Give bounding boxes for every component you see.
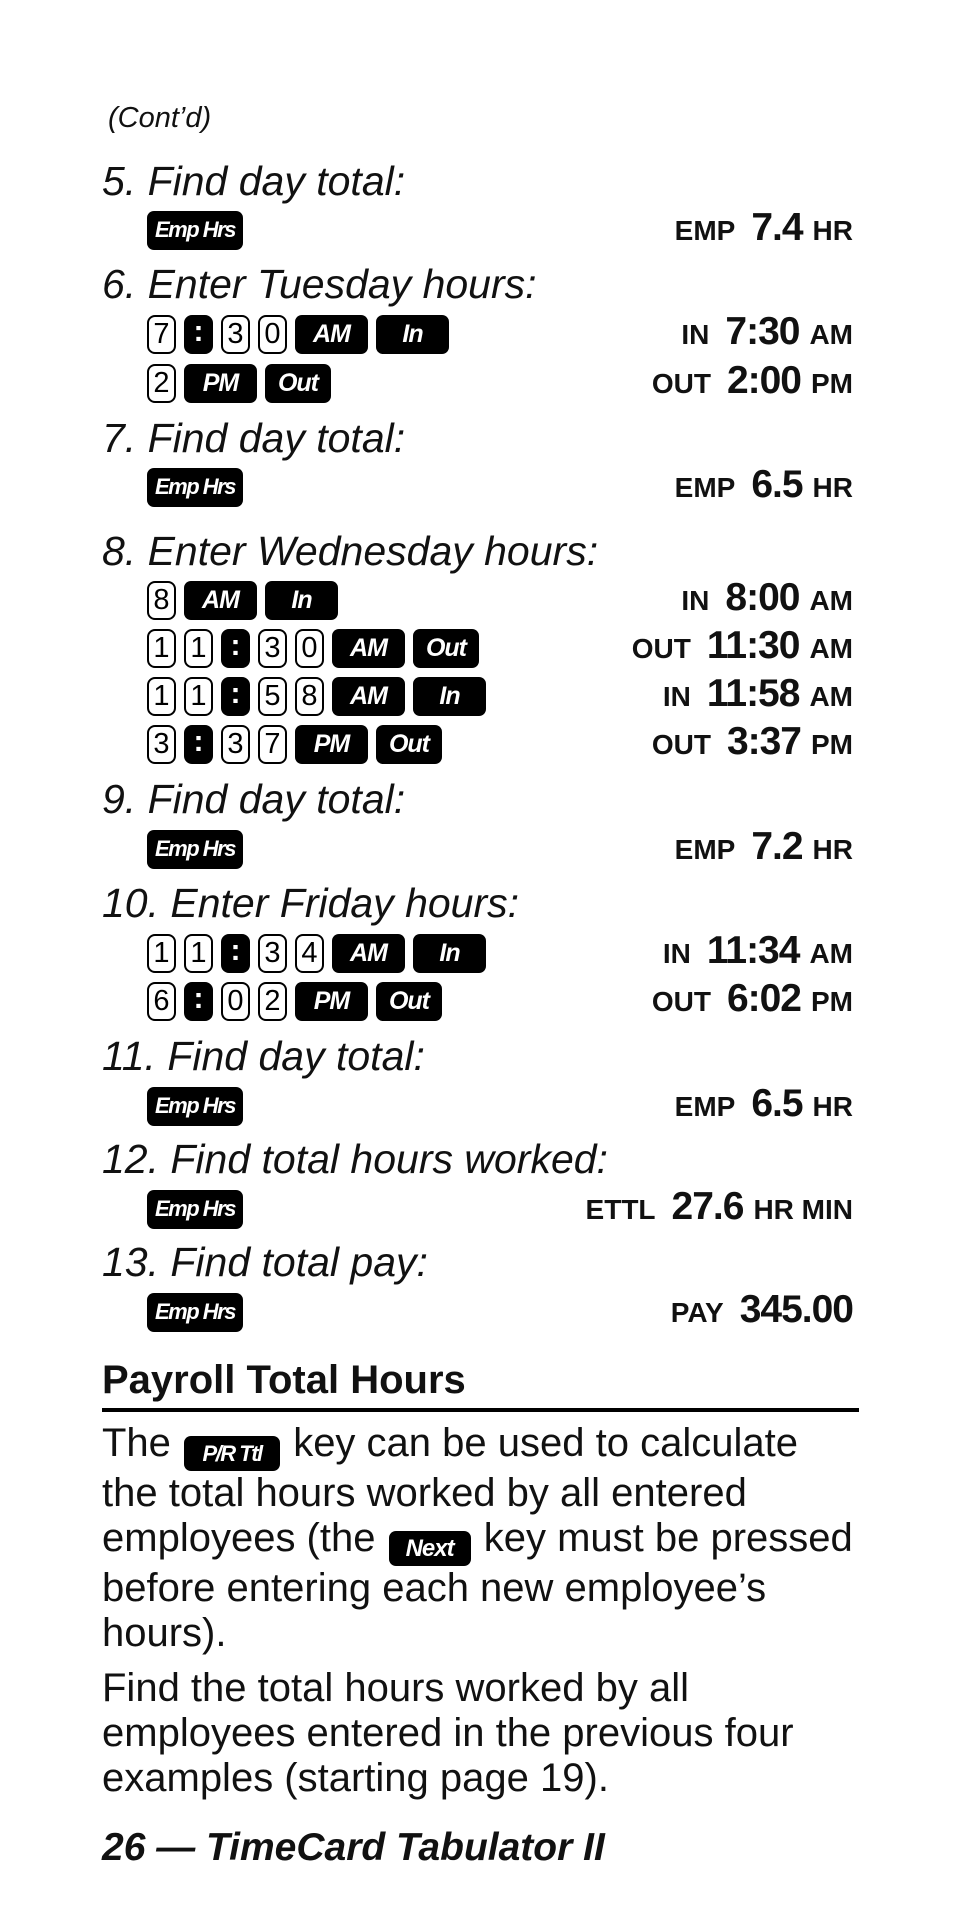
in-key: In (265, 581, 338, 620)
step-12-keys (147, 1187, 243, 1231)
digit-1-key: 1 (147, 629, 176, 668)
display-value: 2:00 (726, 359, 801, 402)
step-12-display (586, 1185, 853, 1233)
display-label-out: OUT (631, 633, 691, 664)
display-value: 27.6 (671, 1185, 744, 1228)
step-8-display-row-4 (652, 720, 853, 768)
step-8-keys-row-3 (147, 674, 486, 718)
step-6-keys-row-2 (147, 361, 331, 405)
display-label-out: OUT (651, 729, 711, 760)
emp-hrs-key: Emp Hrs (147, 1190, 243, 1229)
display-value: 11:58 (706, 672, 800, 715)
paragraph-example-intro: Find the total hours worked by all employees entered in the previous four examples (starting page 19). (102, 1666, 794, 1800)
digit-2-key: 2 (258, 982, 287, 1021)
in-key: In (376, 315, 449, 354)
out-key: Out (376, 982, 442, 1021)
display-value: 7:30 (725, 310, 800, 353)
am-key: AM (184, 581, 257, 620)
am-key: AM (295, 315, 368, 354)
step-11-keys (147, 1084, 243, 1128)
digit-7-key: 7 (147, 315, 176, 354)
colon-key: : (184, 315, 213, 354)
pm-key: PM (184, 364, 257, 403)
pm-key: PM (295, 725, 368, 764)
step-9-heading: 9. Find day total: (102, 776, 406, 822)
step-8-display-row-1 (681, 576, 853, 624)
step-8-display-row-2 (632, 624, 853, 672)
display-label-in: IN (681, 319, 710, 350)
next-key: Next (389, 1531, 471, 1566)
step-11-heading: 11. Find day total: (102, 1033, 425, 1079)
step-12-heading: 12. Find total hours worked: (102, 1136, 608, 1182)
step-5-heading: 5. Find day total: (102, 158, 406, 204)
display-label-emp: EMP (674, 1091, 736, 1122)
section-title: Payroll Total Hours (102, 1358, 466, 1402)
digit-0-key: 0 (221, 982, 250, 1021)
continued-label: (Cont’d) (108, 102, 212, 134)
in-key: In (413, 677, 486, 716)
digit-7-key: 7 (258, 725, 287, 764)
am-key: AM (332, 677, 405, 716)
digit-1-key: 1 (184, 677, 213, 716)
colon-key: : (221, 934, 250, 973)
pr-ttl-key: P/R Ttl (184, 1436, 280, 1471)
out-key: Out (376, 725, 442, 764)
page-footer: 26 — TimeCard Tabulator II (102, 1826, 605, 1869)
display-value: 6:02 (726, 977, 801, 1020)
step-10-heading: 10. Enter Friday hours: (102, 880, 520, 926)
display-unit-hr-min: HR MIN (753, 1194, 853, 1225)
step-10-keys-row-1 (147, 931, 486, 975)
in-key: In (413, 934, 486, 973)
step-5-display (675, 206, 853, 254)
step-7-heading: 7. Find day total: (102, 415, 406, 461)
display-label-emp: EMP (674, 472, 736, 503)
step-9-keys (147, 827, 243, 871)
step-6-heading: 6. Enter Tuesday hours: (102, 261, 537, 307)
step-7-keys (147, 465, 243, 509)
step-8-keys-row-1 (147, 578, 338, 622)
digit-8-key: 8 (295, 677, 324, 716)
emp-hrs-key: Emp Hrs (147, 830, 243, 869)
step-10-display-row-1 (663, 929, 853, 977)
display-unit-am: AM (809, 633, 853, 664)
emp-hrs-key: Emp Hrs (147, 211, 243, 250)
paragraph-pr-total-key (102, 1421, 862, 1656)
display-label-emp: EMP (674, 215, 736, 246)
out-key: Out (265, 364, 331, 403)
display-value: 8:00 (725, 576, 800, 619)
display-unit-am: AM (809, 319, 853, 350)
display-label-emp: EMP (674, 834, 736, 865)
digit-3-key: 3 (258, 934, 287, 973)
display-value: 7.4 (751, 206, 803, 249)
digit-3-key: 3 (221, 725, 250, 764)
colon-key: : (184, 725, 213, 764)
display-unit-am: AM (809, 585, 853, 616)
display-value: 6.5 (751, 463, 803, 506)
step-10-display-row-2 (652, 977, 853, 1025)
display-value: 7.2 (751, 825, 803, 868)
step-9-display (675, 825, 853, 873)
step-8-keys-row-4 (147, 722, 442, 766)
out-key: Out (413, 629, 479, 668)
digit-1-key: 1 (184, 934, 213, 973)
display-unit-pm: PM (811, 368, 853, 399)
step-6-display-row-2 (652, 359, 853, 407)
step-5-keys (147, 208, 243, 252)
step-8-keys-row-2 (147, 626, 479, 670)
paragraph-text: key must be pressed before entering each new employee’s hours). (102, 1516, 853, 1655)
step-13-heading: 13. Find total pay: (102, 1239, 428, 1285)
step-6-keys-row-1 (147, 312, 449, 356)
display-label-in: IN (662, 681, 691, 712)
display-label-in: IN (681, 585, 710, 616)
display-unit-am: AM (809, 681, 853, 712)
display-unit-am: AM (809, 938, 853, 969)
colon-key: : (184, 982, 213, 1021)
paragraph-text: key can be used to calculate the total hours worked by all entered employees (the (102, 1421, 798, 1560)
digit-2-key: 2 (147, 364, 176, 403)
step-11-display (675, 1082, 853, 1130)
colon-key: : (221, 677, 250, 716)
display-label-in: IN (662, 938, 691, 969)
digit-3-key: 3 (221, 315, 250, 354)
display-value: 3:37 (726, 720, 801, 763)
am-key: AM (332, 934, 405, 973)
digit-0-key: 0 (258, 315, 287, 354)
pm-key: PM (295, 982, 368, 1021)
paragraph-text: The (102, 1421, 171, 1465)
display-value: 6.5 (751, 1082, 803, 1125)
display-value: 345.00 (739, 1288, 853, 1331)
section-divider (102, 1408, 859, 1412)
step-10-keys-row-2 (147, 979, 442, 1023)
colon-key: : (221, 629, 250, 668)
display-unit-hr: HR (812, 215, 853, 246)
display-label-pay: PAY (670, 1297, 724, 1328)
display-unit-pm: PM (811, 986, 853, 1017)
step-8-heading: 8. Enter Wednesday hours: (102, 528, 599, 574)
digit-1-key: 1 (147, 934, 176, 973)
display-label-out: OUT (651, 986, 711, 1017)
digit-8-key: 8 (147, 581, 176, 620)
digit-3-key: 3 (258, 629, 287, 668)
digit-5-key: 5 (258, 677, 287, 716)
digit-3-key: 3 (147, 725, 176, 764)
digit-1-key: 1 (184, 629, 213, 668)
step-6-display-row-1 (681, 310, 853, 358)
display-value: 11:34 (706, 929, 800, 972)
emp-hrs-key: Emp Hrs (147, 1293, 243, 1332)
digit-6-key: 6 (147, 982, 176, 1021)
emp-hrs-key: Emp Hrs (147, 1087, 243, 1126)
display-unit-hr: HR (812, 472, 853, 503)
display-unit-pm: PM (811, 729, 853, 760)
step-8-display-row-3 (663, 672, 853, 720)
emp-hrs-key: Emp Hrs (147, 468, 243, 507)
am-key: AM (332, 629, 405, 668)
display-value: 11:30 (706, 624, 800, 667)
step-13-display (671, 1288, 853, 1336)
display-label-ettl: ETTL (585, 1194, 656, 1225)
display-label-out: OUT (651, 368, 711, 399)
digit-0-key: 0 (295, 629, 324, 668)
step-7-display (675, 463, 853, 511)
display-unit-hr: HR (812, 1091, 853, 1122)
step-13-keys (147, 1290, 243, 1334)
display-unit-hr: HR (812, 834, 853, 865)
digit-4-key: 4 (295, 934, 324, 973)
digit-1-key: 1 (147, 677, 176, 716)
